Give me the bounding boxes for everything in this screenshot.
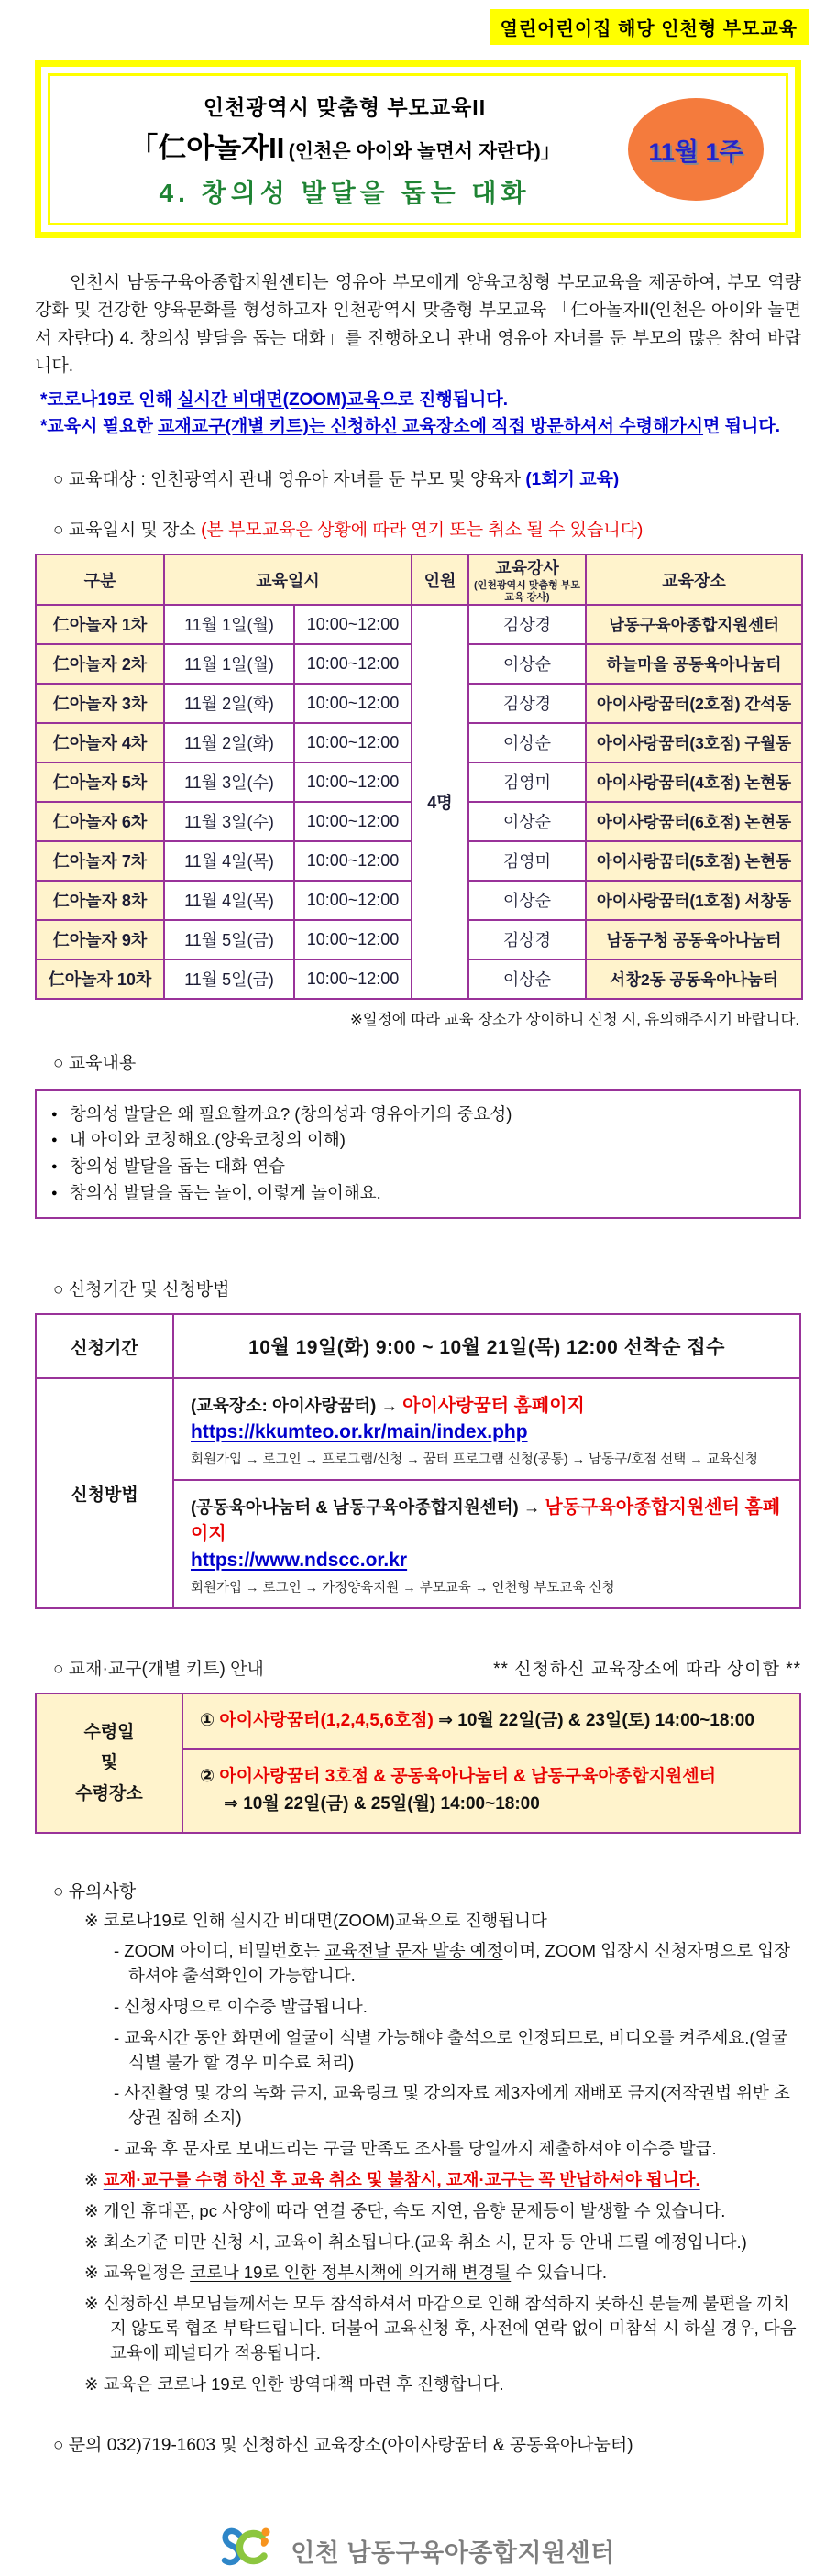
blue-notes bbox=[40, 387, 801, 441]
apply-period-row bbox=[36, 1314, 800, 1378]
kit-item-2-num: ② bbox=[200, 1766, 220, 1786]
kit-row-label bbox=[36, 1694, 182, 1832]
note-item: - 사진촬영 및 강의 녹화 금지, 교육링크 및 강의자료 제3자에게 재배포 금지(저작권법 위반 초상권 침해 소지) bbox=[114, 2083, 790, 2128]
note-kit-underline: 교재교구(개별 키트)는 신청하신 교육장소에 직접 방문하셔서 수령해가시 bbox=[158, 417, 704, 436]
row-place: 남동구육아종합지원센터 bbox=[586, 605, 802, 644]
row-place: 아이사랑꿈터(6호점) 논현동 bbox=[586, 802, 802, 841]
kit-item-2 bbox=[182, 1749, 800, 1833]
kit-label-line2: 및 bbox=[100, 1753, 118, 1773]
row-date: 11월 5일(금) bbox=[164, 959, 294, 999]
education-target-label: ○ 교육대상 : 인천광역시 관내 영유아 자녀를 둔 부모 및 양육자 bbox=[53, 470, 526, 490]
row-time: 10:00~12:00 bbox=[294, 802, 412, 841]
row-time: 10:00~12:00 bbox=[294, 841, 412, 881]
note-zoom bbox=[40, 387, 801, 413]
kit-table bbox=[35, 1693, 801, 1833]
row-name: 仁아놀자 6차 bbox=[36, 802, 164, 841]
week-badge-label: 11월 1주 bbox=[648, 137, 743, 166]
method-1-steps: 회원가입 → 로그인 → 프로그램/신청 → 꿈터 프로그램 신청(공통) → 남동구/호점 선택 → 교육신청 bbox=[191, 1452, 758, 1468]
row-teacher: 이상순 bbox=[468, 959, 586, 999]
schedule-footnote: ※일정에 따라 교육 장소가 상이하니 신청 시, 유의해주시기 바랍니다. bbox=[349, 1011, 799, 1028]
row-place: 아이사랑꿈터(5호점) 논현동 bbox=[586, 841, 802, 881]
kit-row-1 bbox=[36, 1694, 800, 1748]
intro-paragraph: 인천시 남동구육아종합지원센터는 영유아 부모에게 양육코칭형 부모교육을 제공하여, 부모 역량 강화 및 건강한 양육문화를 형성하고자 인천광역시 맞춤형 부모교육 「仁아놀자II(인천은 아이와 놀면서 자란다) 4. 창의성 발달을 돕는 대화」를 진행하오니 관내 영유아 자녀를 둔 부모의 많은 참여 바랍니다. bbox=[35, 273, 801, 377]
apply-method-2-line bbox=[191, 1492, 783, 1545]
note-item-return-warning bbox=[84, 2168, 801, 2193]
note-segment: ※ bbox=[84, 2169, 104, 2189]
note-kit bbox=[40, 413, 801, 440]
row-time: 10:00~12:00 bbox=[294, 684, 412, 723]
kit-heading-row bbox=[53, 1655, 801, 1680]
note-item: - 신청자명으로 이수증 발급됩니다. bbox=[114, 1997, 368, 2017]
capacity-cell: 4명 bbox=[412, 605, 468, 999]
note-zoom-underline: 실시간 비대면(ZOOM)교육 bbox=[177, 389, 380, 410]
row-place: 서창2동 공동육아나눔터 bbox=[586, 959, 802, 999]
apply-method-row-1 bbox=[36, 1378, 800, 1480]
col-header-datetime: 교육일시 bbox=[164, 554, 412, 604]
note-item: ※ 교육은 코로나 19로 인한 방역대책 마련 후 진행합니다. bbox=[84, 2373, 504, 2394]
col-header-capacity: 인원 bbox=[412, 554, 468, 604]
row-time: 10:00~12:00 bbox=[294, 881, 412, 920]
row-name: 仁아놀자 8차 bbox=[36, 881, 164, 920]
education-target-line bbox=[53, 466, 801, 490]
note-item: ※ 코로나19로 인해 실시간 비대면(ZOOM)교육으로 진행됩니다 bbox=[84, 1910, 547, 1930]
kit-item-2-line1 bbox=[200, 1763, 783, 1791]
week-badge bbox=[628, 98, 764, 201]
row-time: 10:00~12:00 bbox=[294, 959, 412, 999]
note-zoom-prefix: *코로나19로 인해 bbox=[40, 389, 178, 410]
table-row bbox=[36, 605, 802, 644]
row-teacher: 김상경 bbox=[468, 605, 586, 644]
schedule-header-row bbox=[36, 554, 802, 604]
row-date: 11월 2일(화) bbox=[164, 723, 294, 762]
method-2-prefix: (공동육아나눔터 & 남동구육아종합지원센터) bbox=[191, 1497, 523, 1518]
col-header-category: 구분 bbox=[36, 554, 164, 604]
row-teacher: 김상경 bbox=[468, 920, 586, 959]
education-target-highlight: (1회기 교육) bbox=[525, 470, 620, 490]
note-item: - 교육시간 동안 화면에 얼굴이 식별 가능해야 출석으로 인정되므로, 비디오를 켜주세요.(얼굴 식별 불가 할 경우 미수료 처리) bbox=[114, 2027, 788, 2072]
note-item: ※ 최소기준 미만 신청 시, 교육이 취소됩니다.(교육 취소 시, 문자 등 안내 드릴 예정입니다.) bbox=[84, 2231, 747, 2252]
note-red-segment: 교재·교구를 수령 하신 후 교육 취소 및 불참시, 교재·교구는 꼭 반납하셔야 됩니다. bbox=[103, 2169, 700, 2189]
kit-item-1-time: ⇒ 10월 22일(금) & 23일(토) 14:00~18:00 bbox=[433, 1711, 754, 1731]
row-date: 11월 3일(수) bbox=[164, 762, 294, 802]
title-line1: 인천광역시 맞춤형 부모교육II bbox=[203, 95, 487, 119]
col-header-teacher bbox=[468, 554, 586, 604]
row-teacher: 이상순 bbox=[468, 802, 586, 841]
row-teacher: 이상순 bbox=[468, 881, 586, 920]
notes-list bbox=[0, 1909, 836, 2397]
title-line2-main: 「仁아놀자II bbox=[129, 132, 285, 164]
note-item: ※ 개인 휴대폰, pc 사양에 따라 연결 중단, 속도 지연, 음향 문제등이 발생할 수 있습니다. bbox=[84, 2200, 726, 2220]
row-name: 仁아놀자 7차 bbox=[36, 841, 164, 881]
apply-method-1 bbox=[173, 1378, 800, 1480]
col-header-teacher-main: 교육강사 bbox=[495, 559, 559, 578]
row-place: 아이사랑꿈터(3호점) 구월동 bbox=[586, 723, 802, 762]
note-item: ※ 신청하신 부모님들께서는 모두 참석하셔서 마감으로 인해 참석하지 못하신 분들께 불편을 끼치지 않도록 협조 부탁드립니다. 더불어 교육신청 후, 사전에 연락 없이 미참석 시 하실 경우, 다음 교육에 패널티가 적용됩니다. bbox=[84, 2294, 797, 2362]
apply-method-1-line bbox=[191, 1390, 783, 1417]
content-heading: ○ 교육내용 bbox=[53, 1053, 137, 1073]
row-time: 10:00~12:00 bbox=[294, 762, 412, 802]
row-time: 10:00~12:00 bbox=[294, 723, 412, 762]
row-teacher: 김영미 bbox=[468, 841, 586, 881]
row-name: 仁아놀자 2차 bbox=[36, 644, 164, 684]
schedule-heading bbox=[53, 516, 801, 541]
method-1-site: 아이사랑꿈터 홈페이지 bbox=[402, 1396, 585, 1417]
kit-label-line3: 수령장소 bbox=[75, 1783, 143, 1803]
row-teacher: 이상순 bbox=[468, 644, 586, 684]
center-logo-icon bbox=[221, 2526, 280, 2576]
note-segment: 수 있습니다. bbox=[511, 2263, 608, 2283]
schedule-heading-label: ○ 교육일시 및 장소 bbox=[53, 521, 202, 541]
row-date: 11월 4일(목) bbox=[164, 881, 294, 920]
row-time: 10:00~12:00 bbox=[294, 644, 412, 684]
title-line2-sub: (인천은 아이와 놀면서 자란다)」 bbox=[288, 141, 560, 162]
content-item: ● 창의성 발달을 돕는 놀이, 이렇게 놀이해요. bbox=[50, 1180, 785, 1207]
contact-line: ○ 문의 032)719-1603 및 신청하신 교육장소(아이사랑꿈터 & 공동육아나눔터) bbox=[53, 2436, 633, 2456]
row-place: 아이사랑꿈터(1호점) 서창동 bbox=[586, 881, 802, 920]
kit-item-1-num: ① bbox=[200, 1711, 220, 1731]
kit-label-line1: 수령일 bbox=[83, 1723, 135, 1743]
kit-item-1-place: 아이사랑꿈터(1,2,4,5,6호점) bbox=[219, 1711, 434, 1731]
apply-table bbox=[35, 1313, 801, 1609]
arrow-icon: → bbox=[380, 1396, 403, 1416]
title-box bbox=[35, 60, 801, 238]
kit-note: ** 신청하신 교육장소에 따라 상이함 ** bbox=[493, 1660, 801, 1680]
method-2-steps: 회원가입 → 로그인 → 가정양육지원 → 부모교육 → 인천형 부모교육 신청 bbox=[191, 1581, 615, 1596]
row-name: 仁아놀자 4차 bbox=[36, 723, 164, 762]
notes-heading: ○ 유의사항 bbox=[53, 1881, 137, 1902]
row-name: 仁아놀자 9차 bbox=[36, 920, 164, 959]
note-segment: 이며, ZOOM 입장시 신청자명으로 입장하셔야 출석확인이 가능합니다. bbox=[128, 1941, 790, 1986]
content-item: ● 내 아이와 코칭해요.(양육코칭의 이해) bbox=[50, 1127, 785, 1154]
row-name: 仁아놀자 1차 bbox=[36, 605, 164, 644]
row-date: 11월 1일(월) bbox=[164, 605, 294, 644]
note-underline-segment: 코로나 19로 인한 정부시책에 의거해 변경될 bbox=[190, 2263, 512, 2283]
row-teacher: 김영미 bbox=[468, 762, 586, 802]
method-2-site: 남동구육아종합지원센터 홈페이지 bbox=[191, 1497, 781, 1545]
row-teacher: 김상경 bbox=[468, 684, 586, 723]
title-line3: 4. 창의성 발달을 돕는 대화 bbox=[159, 179, 531, 207]
schedule-table bbox=[35, 554, 803, 999]
row-time: 10:00~12:00 bbox=[294, 920, 412, 959]
row-teacher: 이상순 bbox=[468, 723, 586, 762]
note-item: - 교육 후 문자로 보내드리는 구글 만족도 조사를 당일까지 제출하셔야 이수증 발급. bbox=[114, 2139, 717, 2159]
kit-item-2-line2: ⇒ 10월 22일(금) & 25일(월) 14:00~18:00 bbox=[224, 1794, 540, 1814]
apply-method-2 bbox=[173, 1480, 800, 1608]
row-place: 아이사랑꿈터(2호점) 간석동 bbox=[586, 684, 802, 723]
note-underline-segment: 교육전날 문자 발송 예정 bbox=[324, 1941, 503, 1961]
content-list bbox=[50, 1102, 785, 1207]
row-date: 11월 4일(목) bbox=[164, 841, 294, 881]
kkumteo-link[interactable]: https://kkumteo.or.kr/main/index.php bbox=[191, 1421, 528, 1443]
footer-center-name: 인천 남동구육아종합지원센터 bbox=[291, 2539, 615, 2568]
row-date: 11월 5일(금) bbox=[164, 920, 294, 959]
row-name: 仁아놀자 10차 bbox=[36, 959, 164, 999]
method-1-prefix: (교육장소: 아이사랑꿈터) bbox=[191, 1396, 381, 1416]
arrow-icon: → bbox=[522, 1497, 545, 1518]
apply-period-value: 10월 19일(화) 9:00 ~ 10월 21일(목) 12:00 선착순 접수 bbox=[173, 1314, 800, 1378]
note-segment: ※ 교육일정은 bbox=[84, 2263, 191, 2283]
row-date: 11월 3일(수) bbox=[164, 802, 294, 841]
row-name: 仁아놀자 3차 bbox=[36, 684, 164, 723]
kit-item-1 bbox=[182, 1694, 800, 1748]
col-header-teacher-sub: (인천광역시 맞춤형 부모교육 강사) bbox=[473, 580, 581, 604]
content-item: ● 창의성 발달은 왜 필요할까요? (창의성과 영유아기의 중요성) bbox=[50, 1102, 785, 1128]
row-place: 아이사랑꿈터(4호점) 논현동 bbox=[586, 762, 802, 802]
content-item: ● 창의성 발달을 돕는 대화 연습 bbox=[50, 1154, 785, 1180]
apply-period-label: 신청기간 bbox=[36, 1314, 173, 1378]
row-date: 11월 1일(월) bbox=[164, 644, 294, 684]
row-time: 10:00~12:00 bbox=[294, 605, 412, 644]
note-kit-suffix: 면 됩니다. bbox=[703, 417, 781, 436]
note-item bbox=[114, 1939, 801, 1989]
row-name: 仁아놀자 5차 bbox=[36, 762, 164, 802]
content-box bbox=[35, 1089, 801, 1220]
note-item bbox=[84, 2261, 801, 2286]
col-header-place: 교육장소 bbox=[586, 554, 802, 604]
row-place: 하늘마을 공동육아나눔터 bbox=[586, 644, 802, 684]
note-zoom-suffix: 으로 진행됩니다. bbox=[380, 389, 509, 410]
note-kit-prefix: *교육시 필요한 bbox=[40, 417, 159, 436]
top-yellow-badge: 열린어린이집 해당 인천형 부모교육 bbox=[490, 9, 808, 45]
apply-method-label: 신청방법 bbox=[36, 1378, 173, 1608]
title-line2 bbox=[69, 125, 621, 166]
footer bbox=[0, 2526, 836, 2576]
kit-heading: ○ 교재·교구(개별 키트) 안내 bbox=[53, 1660, 264, 1680]
ndscc-link[interactable]: https://www.ndscc.or.kr bbox=[191, 1550, 408, 1572]
row-place: 남동구청 공동육아나눔터 bbox=[586, 920, 802, 959]
note-segment: - ZOOM 아이디, 비밀번호는 bbox=[114, 1941, 325, 1961]
schedule-heading-warning: (본 부모교육은 상황에 따라 연기 또는 취소 될 수 있습니다) bbox=[201, 521, 644, 541]
kit-item-2-place: 아이사랑꿈터 3호점 & 공동육아나눔터 & 남동구육아종합지원센터 bbox=[219, 1766, 716, 1786]
row-date: 11월 2일(화) bbox=[164, 684, 294, 723]
apply-heading: ○ 신청기간 및 신청방법 bbox=[53, 1280, 230, 1300]
